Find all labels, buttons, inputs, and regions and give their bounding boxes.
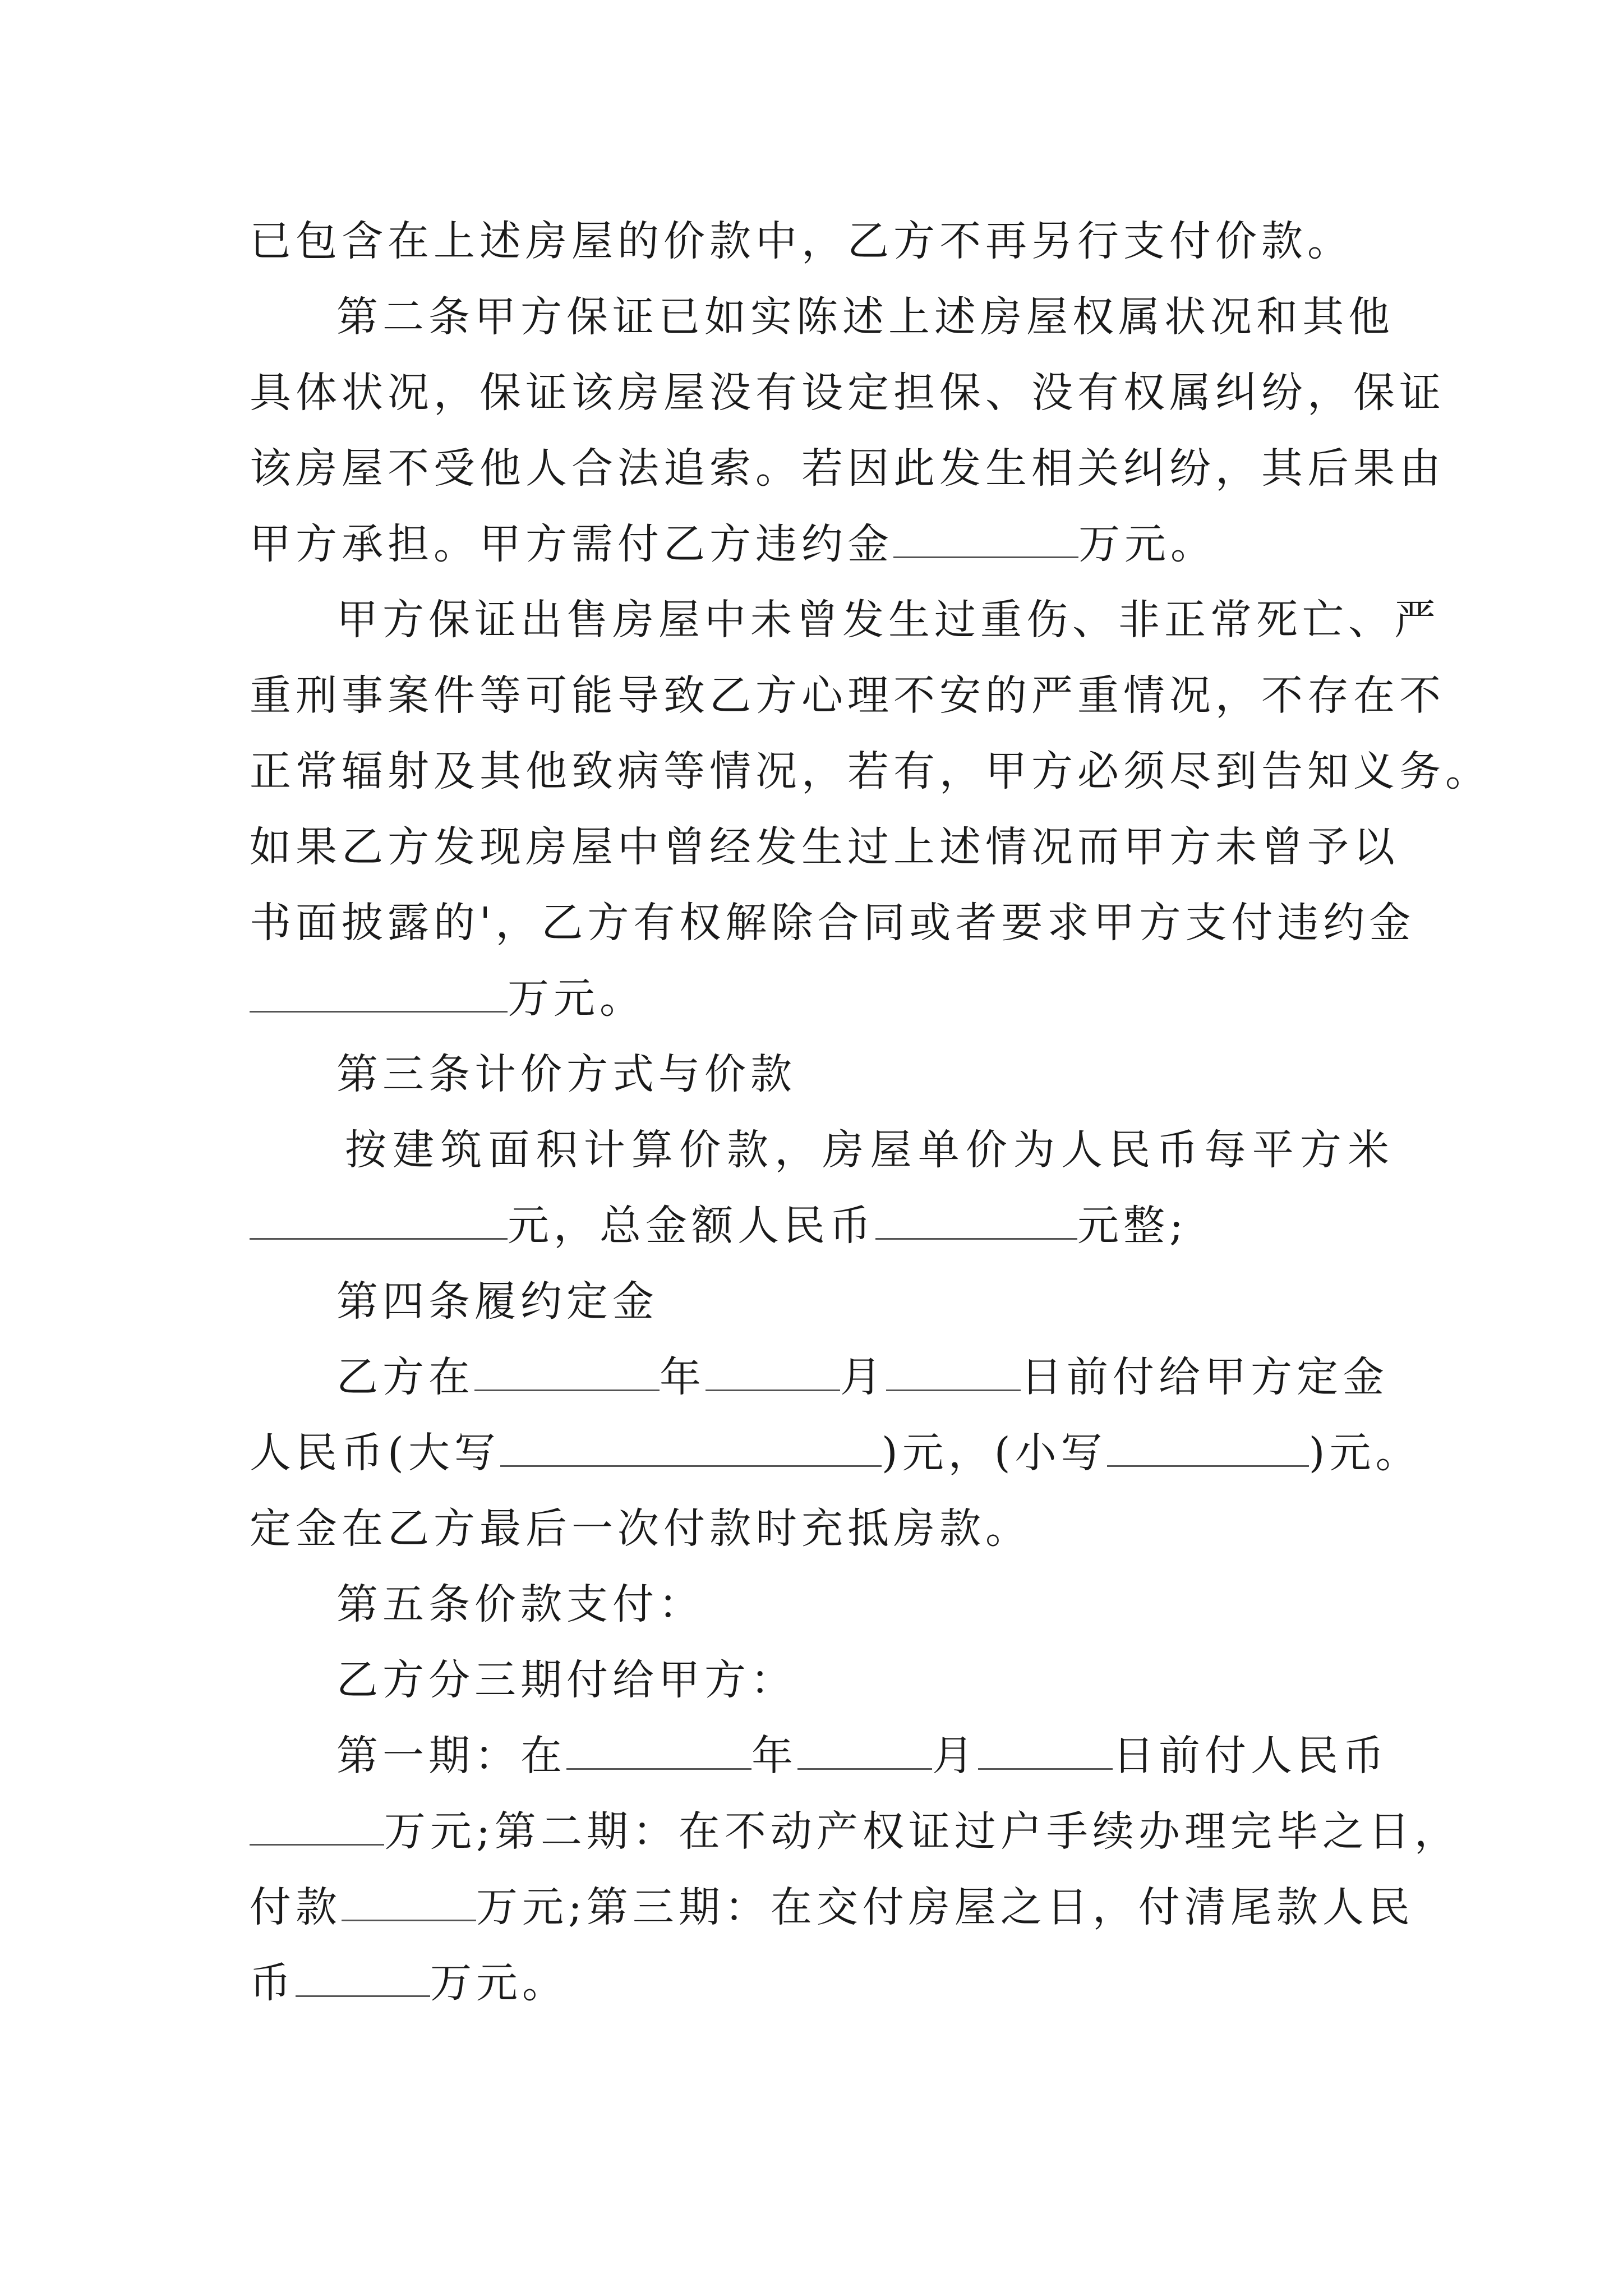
blank-day[interactable] <box>886 1350 1021 1391</box>
clause-4-heading: 第四条履约定金 <box>336 1277 658 1326</box>
text-segment: 月 <box>840 1353 886 1401</box>
text-line: 该房屋不受他人合法追索。若因此发生相关纠纷，其后果由 <box>250 444 1445 493</box>
blank-total-amount[interactable] <box>875 1199 1077 1240</box>
text-segment: 乙方在 <box>336 1353 474 1401</box>
text-segment: 万元。 <box>1078 520 1216 568</box>
text-line: 已包含在上述房屋的价款中，乙方不再另行支付价款。 <box>250 217 1353 265</box>
blank-day[interactable] <box>978 1729 1113 1770</box>
text-segment: 甲方承担。甲方需付乙方违约金 <box>250 520 893 568</box>
text-segment: 人民币(大写 <box>250 1429 500 1477</box>
text-line <box>250 1879 1414 1935</box>
text-line: 具体状况，保证该房屋没有设定担保、没有权属纠纷，保证 <box>250 369 1445 417</box>
text-line: 如果乙方发现房屋中曾经发生过上述情况而甲方未曾予以 <box>250 823 1399 871</box>
text-line <box>336 1728 1394 1784</box>
text-segment: 万元。 <box>508 974 645 1023</box>
text-line <box>250 1198 1394 1254</box>
text-segment: 万元;第二期：在不动产权证过户手续办理完毕之日， <box>384 1807 1460 1856</box>
text-segment: )元。 <box>1308 1429 1422 1477</box>
text-segment: 日前付人民币 <box>1113 1732 1389 1780</box>
text-segment: 付款 <box>250 1883 342 1931</box>
blank-installment-1-amount[interactable] <box>250 1805 384 1846</box>
blank-year[interactable] <box>474 1350 660 1391</box>
text-line: 正常辐射及其他致病等情况，若有，甲方必须尽到告知义务。 <box>250 747 1491 795</box>
text-line: 书面披露的'，乙方有权解除合同或者要求甲方支付违约金 <box>250 899 1415 947</box>
text-segment: 年 <box>660 1353 706 1401</box>
clause-5-heading: 第五条价款支付： <box>336 1580 704 1628</box>
text-line: 按建筑面积计算价款，房屋单价为人民币每平方米 <box>345 1126 1394 1174</box>
text-segment: 币 <box>250 1959 296 2007</box>
text-segment: 日前付给甲方定金 <box>1021 1353 1389 1401</box>
clause-3-heading: 第三条计价方式与价款 <box>336 1050 796 1098</box>
clause-2-heading-line: 第二条甲方保证已如实陈述上述房屋权属状况和其他 <box>336 293 1394 341</box>
text-segment: 元整; <box>1077 1202 1188 1250</box>
blank-installment-2-amount[interactable] <box>342 1880 476 1921</box>
blank-penalty-amount-2[interactable] <box>250 972 508 1013</box>
blank-month[interactable] <box>797 1729 932 1770</box>
text-line: 定金在乙方最后一次付款时充抵房款。 <box>250 1504 1031 1553</box>
text-line <box>250 1425 1422 1481</box>
text-line: 乙方分三期付给甲方： <box>336 1656 796 1704</box>
blank-unit-price[interactable] <box>250 1199 508 1240</box>
blank-year[interactable] <box>566 1729 751 1770</box>
text-line: 重刑事案件等可能导致乙方心理不安的严重情况，不存在不 <box>250 671 1445 720</box>
blank-penalty-amount[interactable] <box>893 517 1078 558</box>
text-segment: 元，总金额人民币 <box>508 1202 875 1250</box>
blank-installment-3-amount[interactable] <box>296 1956 430 1997</box>
text-segment: 年 <box>751 1732 797 1780</box>
text-segment: 万元。 <box>430 1959 568 2007</box>
text-line <box>250 1955 1394 2011</box>
blank-amount-in-figures[interactable] <box>1107 1426 1309 1467</box>
text-line <box>336 1349 1394 1405</box>
text-segment: 月 <box>932 1732 978 1780</box>
blank-month[interactable] <box>706 1350 840 1391</box>
text-segment: 第一期：在 <box>336 1732 566 1780</box>
text-line <box>250 1803 1460 1860</box>
text-line <box>250 970 1394 1027</box>
blank-amount-in-words[interactable] <box>500 1426 882 1467</box>
text-segment: 万元;第三期：在交付房屋之日，付清尾款人民 <box>476 1883 1414 1931</box>
text-line: 甲方保证出售房屋中未曾发生过重伤、非正常死亡、严 <box>336 596 1440 644</box>
text-segment: )元，(小写 <box>881 1429 1107 1477</box>
text-line <box>250 516 1394 572</box>
